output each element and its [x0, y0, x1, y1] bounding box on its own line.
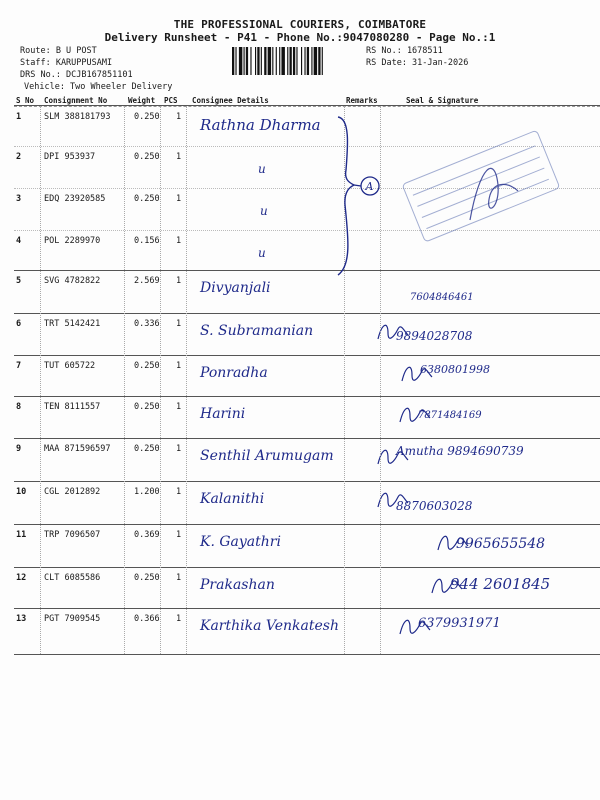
row-consignee: Rathna Dharma	[200, 116, 321, 134]
barcode-bar	[235, 47, 236, 75]
row-weight: 0.336	[134, 319, 160, 329]
barcode-bar	[250, 47, 251, 75]
row-weight: 0.250	[134, 152, 160, 162]
row-signature: 9965655548	[456, 536, 546, 552]
row-sno: 9	[16, 444, 22, 454]
row-weight: 0.250	[134, 194, 160, 204]
staff-label: Staff: KARUPPUSAMI	[20, 58, 113, 68]
col-signature: Seal & Signature	[406, 96, 479, 105]
row-sno: 13	[16, 614, 27, 624]
row-consignee: u	[258, 162, 266, 176]
signature-scribble	[398, 359, 438, 389]
row-pcs: 1	[176, 614, 182, 624]
route-label: Route: B U POST	[20, 46, 97, 56]
row-pcs: 1	[176, 402, 182, 412]
row-pcs: 1	[176, 152, 182, 162]
barcode-bar	[296, 47, 297, 75]
barcode-bar	[268, 47, 271, 75]
row-consignee: Prakashan	[200, 577, 275, 593]
row-signature: 7871484169	[418, 410, 482, 421]
col-sno: S No	[16, 96, 35, 105]
row-consignment: DPI 953937	[44, 152, 96, 162]
drs-label: DRS No.: DCJB167851101	[20, 70, 133, 80]
barcode-bar	[322, 47, 323, 75]
row-pcs: 1	[176, 236, 182, 246]
row-sno: 2	[16, 152, 22, 162]
barcode-bar	[246, 47, 248, 75]
column-divider	[186, 106, 187, 654]
row-consignee: u	[260, 204, 268, 218]
col-pcs: PCS	[164, 96, 178, 105]
bracket-mark-letter: A	[365, 180, 374, 193]
barcode-bar	[293, 47, 295, 75]
row-consignee: Ponradha	[200, 365, 268, 381]
row-pcs: 1	[176, 444, 182, 454]
row-pcs: 1	[176, 112, 182, 122]
column-divider	[124, 106, 125, 654]
barcode	[232, 47, 362, 75]
barcode-bar	[311, 47, 312, 75]
document-title: THE PROFESSIONAL COURIERS, COIMBATORE	[173, 18, 427, 31]
barcode-bar	[264, 47, 266, 75]
row-consignment: MAA 871596597	[44, 444, 111, 454]
signature-scribble	[396, 400, 436, 430]
row-weight: 1.200	[134, 487, 160, 497]
row-divider	[14, 438, 600, 439]
row-sno: 7	[16, 361, 22, 371]
barcode-bar	[276, 47, 277, 75]
row-consignment: SLM 388181793	[44, 112, 111, 122]
barcode-bar	[290, 47, 292, 75]
row-pcs: 1	[176, 361, 182, 371]
barcode-bar	[318, 47, 320, 75]
row-consignment: TUT 605722	[44, 361, 96, 371]
barcode-bar	[301, 47, 302, 75]
row-consignee: u	[258, 246, 266, 260]
row-consignment: TRP 7096507	[44, 530, 101, 540]
row-signature: 9894028708	[396, 329, 473, 343]
row-divider	[14, 270, 600, 271]
row-pcs: 1	[176, 530, 182, 540]
row-weight: 0.250	[134, 361, 160, 371]
barcode-bar	[257, 47, 259, 75]
row-consignment: TEN 8111557	[44, 402, 101, 412]
row-pcs: 1	[176, 276, 182, 286]
row-sno: 10	[16, 487, 27, 497]
row-consignment: POL 2289970	[44, 236, 101, 246]
row-divider	[14, 524, 600, 525]
row-consignment: TRT 5142421	[44, 319, 101, 329]
row-divider	[14, 481, 600, 482]
barcode-bar	[307, 47, 309, 75]
row-weight: 0.250	[134, 112, 160, 122]
row-divider	[14, 654, 600, 655]
barcode-bar	[281, 47, 284, 75]
row-consignee: S. Subramanian	[200, 323, 314, 339]
barcode-bar	[244, 47, 245, 75]
row-divider	[14, 608, 600, 609]
row-signature: 944 2601845	[450, 575, 551, 593]
bracket-mark	[330, 115, 390, 285]
row-sno: 5	[16, 276, 22, 286]
row-divider	[14, 355, 600, 356]
column-divider	[160, 106, 161, 654]
row-consignment: PGT 7909545	[44, 614, 101, 624]
row-weight: 0.250	[134, 573, 160, 583]
barcode-bar	[287, 47, 288, 75]
row-pcs: 1	[176, 573, 182, 583]
barcode-bar	[239, 47, 242, 75]
row-weight: 0.366	[134, 614, 160, 624]
row-consignee: Kalanithi	[200, 491, 265, 507]
barcode-bar	[304, 47, 305, 75]
header-divider-dash	[14, 106, 600, 107]
row-consignment: EDQ 23920585	[44, 194, 106, 204]
row-consignee: Harini	[200, 406, 246, 422]
row-sno: 4	[16, 236, 22, 246]
row-sno: 12	[16, 573, 27, 583]
row-weight: 0.250	[134, 444, 160, 454]
vehicle-label: Vehicle: Two Wheeler Delivery	[24, 82, 173, 92]
row-pcs: 1	[176, 319, 182, 329]
barcode-bar	[261, 47, 262, 75]
row-sno: 1	[16, 112, 22, 122]
barcode-bar	[272, 47, 273, 75]
barcode-bar	[314, 47, 317, 75]
column-divider	[40, 106, 41, 654]
row-weight: 0.250	[134, 402, 160, 412]
barcode-bar	[232, 47, 234, 75]
row-weight: 0.156	[134, 236, 160, 246]
rs-date: RS Date: 31-Jan-2026	[366, 58, 469, 68]
row-consignee: Karthika Venkatesh	[200, 618, 339, 634]
signature-scribble	[434, 528, 474, 558]
row-signature: 7604846461	[410, 292, 474, 303]
barcode-bar	[279, 47, 280, 75]
signature-scribble	[396, 612, 436, 642]
row-sno: 6	[16, 319, 22, 329]
row-sno: 11	[16, 530, 27, 540]
row-consignee: Divyanjali	[200, 280, 271, 296]
row-pcs: 1	[176, 194, 182, 204]
row-divider	[14, 396, 600, 397]
rs-number: RS No.: 1678511	[366, 46, 443, 56]
row-consignee: Senthil Arumugam	[200, 448, 334, 464]
col-consignment: Consignment No	[44, 96, 108, 105]
row-signature: 6380801998	[420, 363, 490, 376]
row-consignment: CGL 2012892	[44, 487, 101, 497]
document-subtitle: Delivery Runsheet - P41 - Phone No.:9047080280 - Page No.:1	[104, 31, 496, 44]
row-signature: 6379931971	[418, 616, 501, 631]
row-divider	[14, 313, 600, 314]
col-consignee: Consignee Details	[192, 96, 269, 105]
row-pcs: 1	[176, 487, 182, 497]
row-consignment: CLT 6085586	[44, 573, 101, 583]
row-sno: 3	[16, 194, 22, 204]
row-signature: 8870603028	[396, 499, 473, 513]
row-weight: 2.569	[134, 276, 160, 286]
row-divider	[14, 567, 600, 568]
col-weight: Weight	[128, 96, 156, 105]
col-remarks: Remarks	[346, 96, 378, 105]
row-weight: 0.369	[134, 530, 160, 540]
row-signature: Amutha 9894690739	[396, 444, 524, 458]
barcode-bar	[255, 47, 256, 75]
row-consignee: K. Gayathri	[200, 534, 281, 550]
company-stamp	[400, 125, 565, 255]
row-consignment: SVG 4782822	[44, 276, 101, 286]
row-sno: 8	[16, 402, 22, 412]
signature-scribble	[428, 571, 468, 601]
